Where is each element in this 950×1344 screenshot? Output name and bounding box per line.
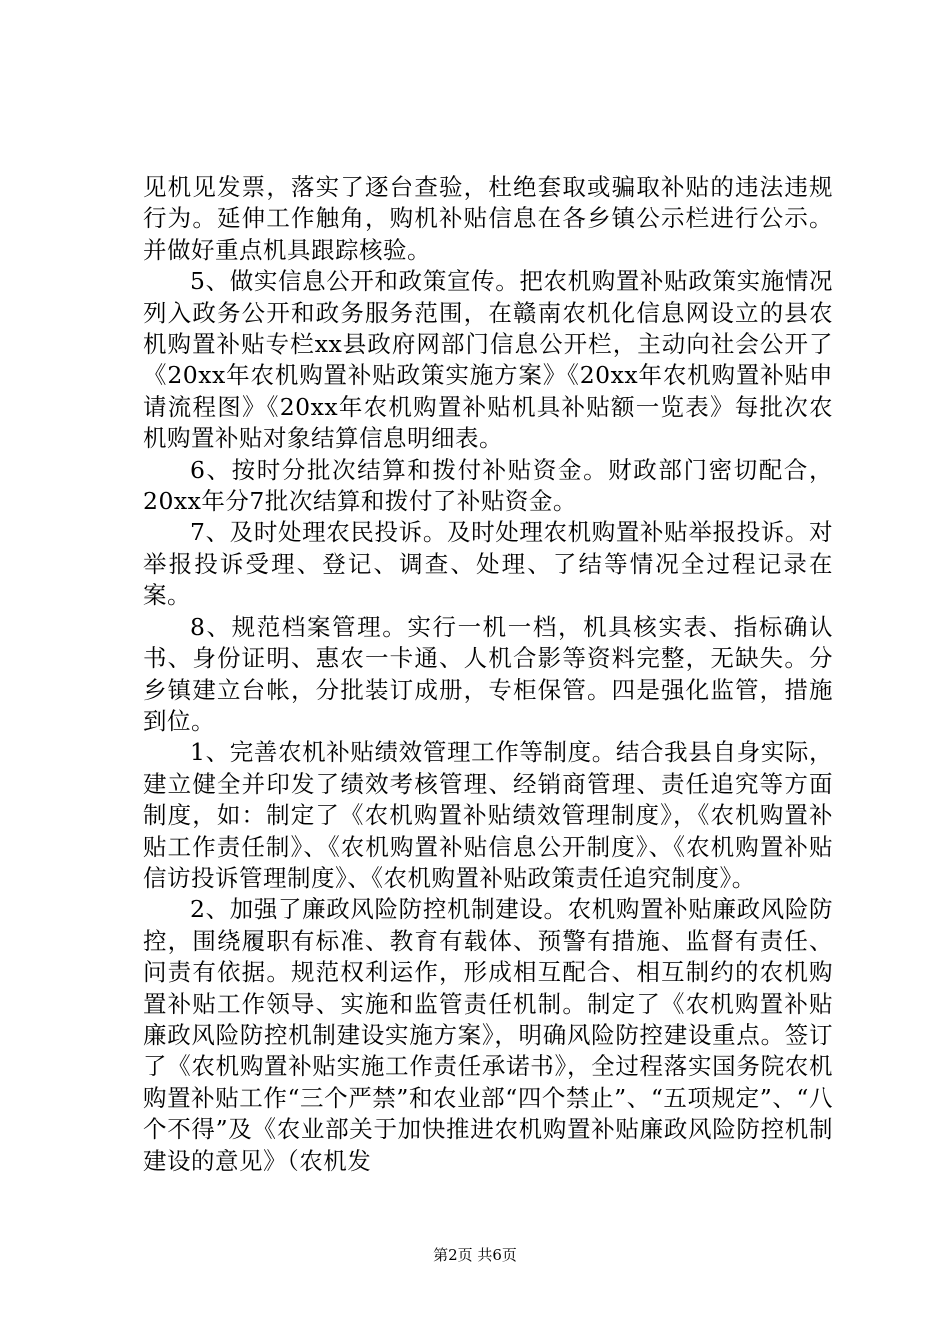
page-number-footer: 第2页 共6页: [433, 1246, 517, 1264]
paragraph-item-1: 1、完善农机补贴绩效管理工作等制度。结合我县自身实际，建立健全并印发了绩效考核管理、经销商管理、责任追究等方面制度，如：制定了《农机购置补贴绩效管理制度》，《农机购置补贴工作责任制》、《农机购置补贴信息公开制度》、《农机购置补贴信访投诉管理制度》、《农机购置补贴政策责任追究制度》。: [143, 738, 833, 892]
paragraph-continuation: 见机见发票，落实了逐台查验，杜绝套取或骗取补贴的违法违规行为。延伸工作触角，购机补贴信息在各乡镇公示栏进行公示。并做好重点机具跟踪核验。: [143, 173, 833, 264]
document-body: [143, 172, 833, 1177]
paragraph-item-7: 7、及时处理农民投诉。及时处理农机购置补贴举报投诉。对举报投诉受理、登记、调查、处理、了结等情况全过程记录在案。: [143, 518, 833, 610]
paragraph-item-5: 5、做实信息公开和政策宣传。把农机购置补贴政策实施情况列入政务公开和政务服务范围，在赣南农机化信息网设立的县农机购置补贴专栏xx县政府网部门信息公开栏，主动向社会公开了《20xx年农机购置补贴政策实施方案》《20xx年农机购置补贴申请流程图》《20xx年农机购置补贴机具补贴额一览表》每批次农机购置补贴对象结算信息明细表。: [143, 267, 833, 453]
paragraph-item-2: 2、加强了廉政风险防控机制建设。农机购置补贴廉政风险防控，围绕履职有标准、教育有载体、预警有措施、监督有责任、问责有依据。规范权利运作，形成相互配合、相互制约的农机购置补贴工作领导、实施和监管责任机制。制定了《农机购置补贴廉政风险防控机制建设实施方案》，明确风险防控建设重点。签订了《农机购置补贴实施工作责任承诺书》，全过程落实国务院农机购置补贴工作“三个严禁”和农业部“四个禁止”、“五项规定”、“八个不得”及《农业部关于加快推进农机购置补贴廉政风险防控机制建设的意见》（农机发: [143, 895, 833, 1175]
paragraph-item-8: 8、规范档案管理。实行一机一档，机具核实表、指标确认书、身份证明、惠农一卡通、人机合影等资料完整，无缺失。分乡镇建立台帐，分批装订成册，专柜保管。四是强化监管，措施到位。: [143, 612, 833, 735]
paragraph-item-6: 6、按时分批次结算和拨付补贴资金。财政部门密切配合，20xx年分7批次结算和拨付了补贴资金。: [143, 455, 833, 516]
